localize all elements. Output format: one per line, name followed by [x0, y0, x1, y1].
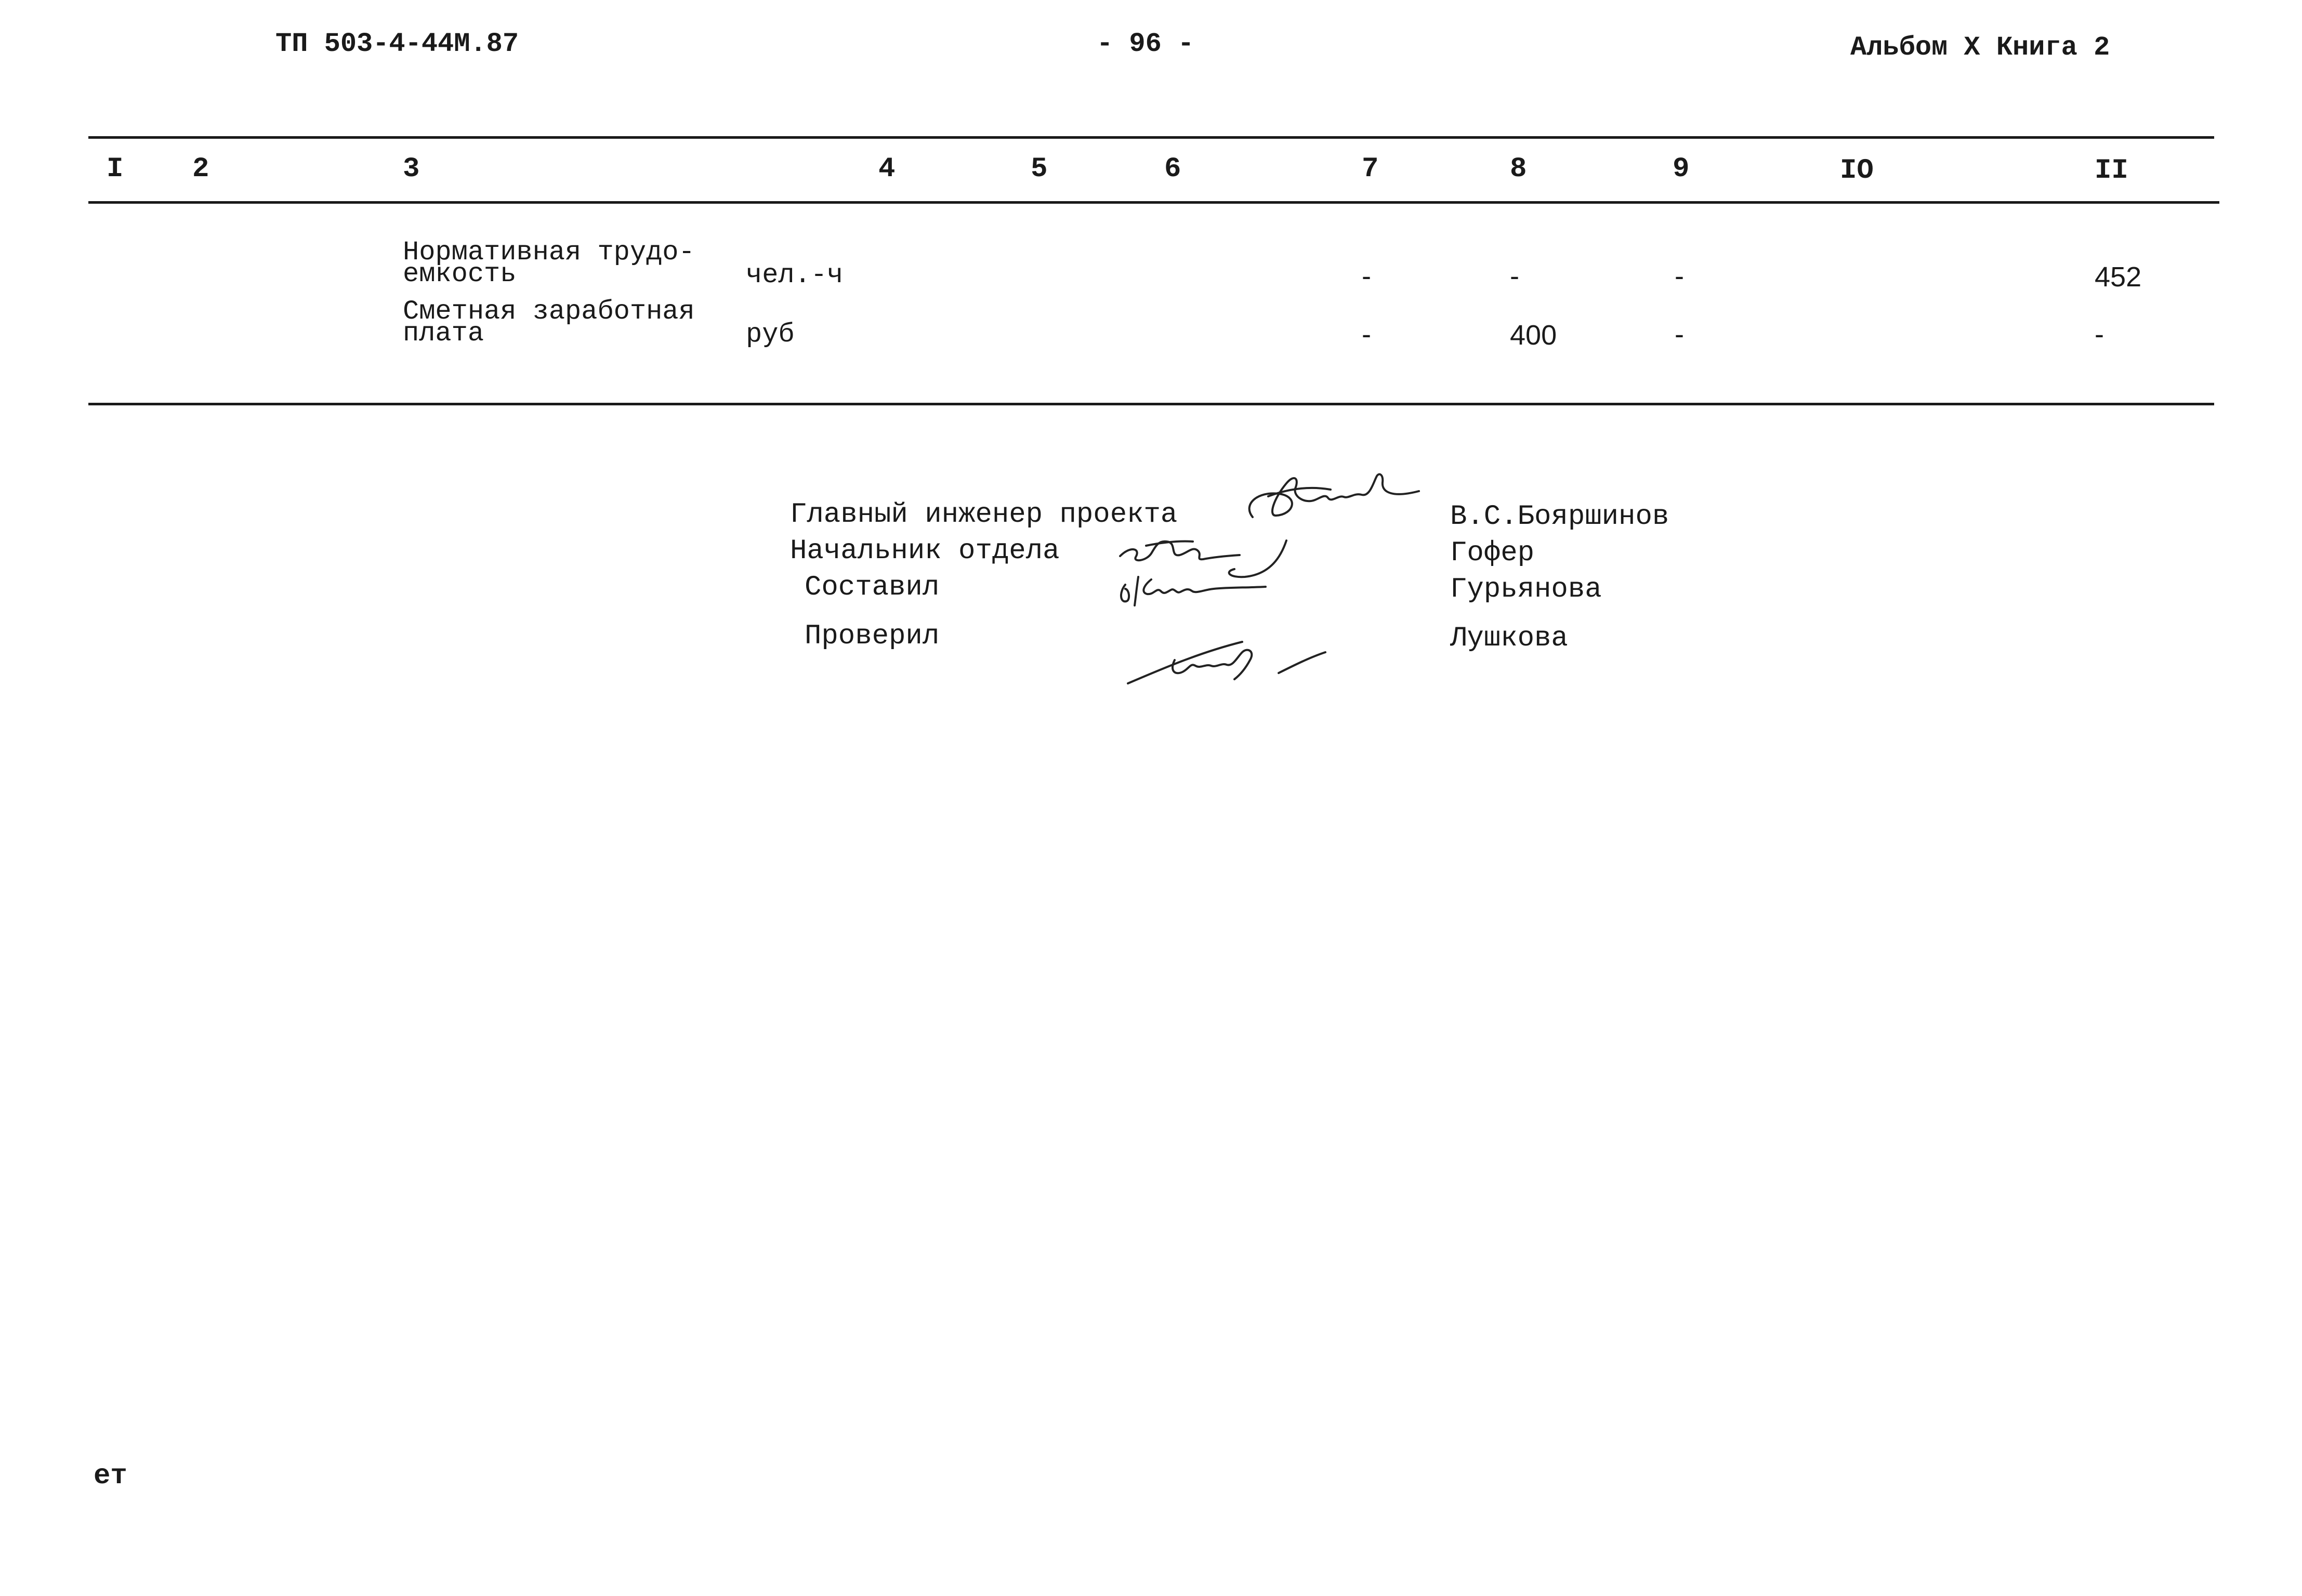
signature-chief-engineer	[1237, 468, 1445, 530]
signatory-name: Лушкова	[1450, 623, 1568, 654]
signatory-name: В.С.Бояршинов	[1450, 501, 1669, 533]
column-number: 5	[1031, 153, 1048, 185]
column-number: IO	[1840, 155, 1874, 187]
row-value-col7: -	[1362, 319, 1371, 350]
row-value-col11: 452	[2095, 261, 2142, 293]
column-number: 8	[1510, 153, 1527, 185]
table-header-rule	[88, 201, 2219, 204]
signatory-role: Начальник отдела	[790, 535, 1060, 567]
row-value-col8: -	[1510, 260, 1519, 292]
signatory-role: Главный инженер проекта	[790, 499, 1178, 531]
row-value-col11: -	[2095, 319, 2104, 350]
column-number: II	[2095, 155, 2128, 187]
signatory-role: Проверил	[805, 621, 940, 652]
column-number: 6	[1164, 153, 1181, 185]
page-number: - 96 -	[1097, 29, 1194, 59]
column-number: I	[107, 153, 124, 185]
signatory-name: Гурьянова	[1450, 574, 1602, 605]
row-value-col8: 400	[1510, 320, 1557, 351]
row-value-col7: -	[1362, 260, 1371, 292]
column-number: 4	[878, 153, 896, 185]
signatory-name: Гофер	[1450, 537, 1535, 569]
album-book-label: Альбом Х Книга 2	[1850, 32, 2110, 63]
table-top-rule	[88, 136, 2214, 139]
table-bottom-rule	[88, 403, 2214, 405]
row-name-continued: емкость	[403, 259, 517, 289]
document-code: ТП 503-4-44М.87	[275, 29, 519, 59]
signature-compiled-by	[1115, 569, 1281, 616]
column-number: 3	[403, 153, 420, 185]
row-name-continued: плата	[403, 318, 484, 349]
row-value-col9: -	[1675, 260, 1684, 292]
footer-mark: ет	[94, 1460, 127, 1492]
column-number: 2	[192, 153, 209, 185]
column-number: 9	[1673, 153, 1690, 185]
row-name: Сметная заработная	[403, 296, 695, 327]
row-name: Нормативная трудо-	[403, 237, 695, 268]
row-value-col9: -	[1675, 319, 1684, 350]
signature-checked-by	[1123, 631, 1362, 694]
column-number: 7	[1362, 153, 1379, 185]
row-unit: чел.-ч	[746, 260, 844, 291]
row-unit: руб	[746, 319, 795, 350]
signatory-role: Составил	[805, 572, 940, 603]
